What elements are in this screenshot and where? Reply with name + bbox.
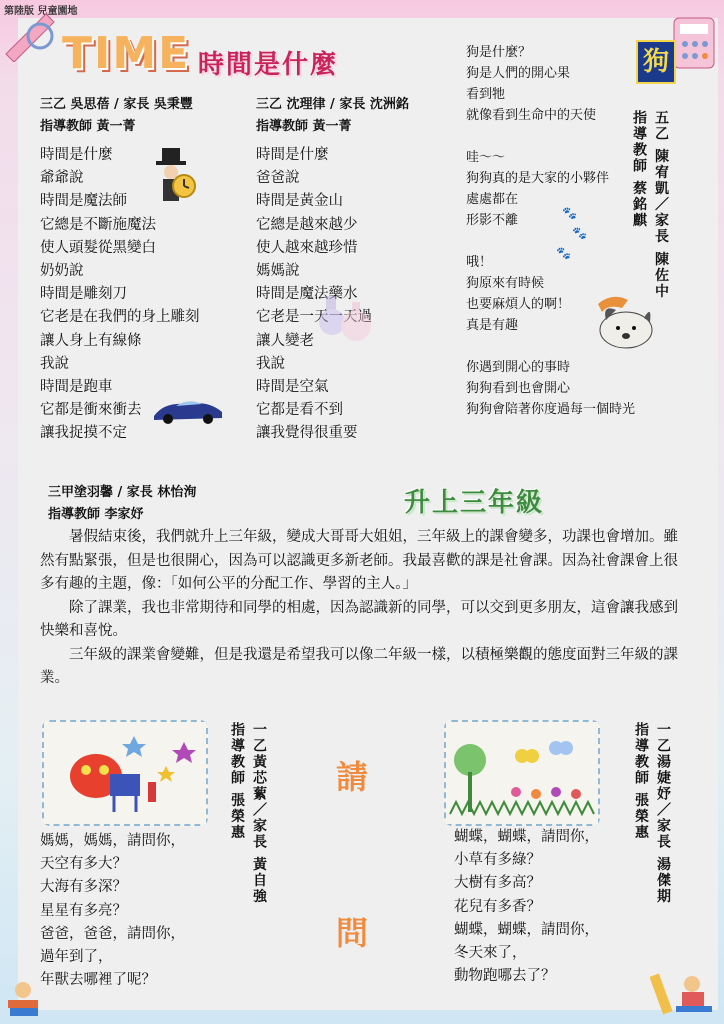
poem-line: 我說 xyxy=(40,355,69,372)
ask-left-teacher-vertical: 指導教師 張榮惠 xyxy=(229,722,245,841)
poem-line: 就像看到生命中的天使 xyxy=(466,108,597,123)
poem-line: 媽媽說 xyxy=(256,262,300,279)
poem-line: 花兒有多香？ xyxy=(454,898,541,915)
poem-line: 我說 xyxy=(256,355,285,372)
ask-left-poem xyxy=(40,830,185,992)
poem-line: 大海有多深？ xyxy=(40,879,127,896)
stanza-gap xyxy=(466,126,635,147)
essay-paragraph: 三年級的課業會變難，但是我還是希望我可以像二年級一樣，以積極樂觀的態度面對三年級的課業。 xyxy=(40,646,678,686)
poem-line: 真是有趣 xyxy=(466,318,519,333)
poem-line: 處處都在 xyxy=(466,192,519,207)
grade-teacher: 指導教師 李家妤 xyxy=(48,507,144,522)
poem-line: 它總是越來越少 xyxy=(256,216,358,233)
poem-line: 使人越來越珍惜 xyxy=(256,239,358,256)
essay-paragraph: 除了課業，我也非常期待和同學的相處，因為認識新的同學，可以交到更多朋友，這會讓我感到快樂和喜悅。 xyxy=(40,599,678,639)
paw-print-icon: 🐾 xyxy=(572,226,587,240)
race-car-icon xyxy=(150,394,226,426)
poem-line: 時間是什麼 xyxy=(40,147,113,163)
poem-line: 它都是看不到 xyxy=(256,402,343,419)
poem-line: 你遇到開心的事時 xyxy=(466,360,571,375)
poem-line: 時間是什麼 xyxy=(256,147,329,163)
books-icon xyxy=(4,976,44,1020)
poem-line: 時間是空氣 xyxy=(256,378,329,395)
poem-line: 媽媽，媽媽，請問你， xyxy=(40,833,185,849)
dog-icon xyxy=(592,290,664,354)
time-logo: TIME xyxy=(62,28,191,79)
lion-drawing-icon xyxy=(44,722,206,824)
poem-line: 爸爸說 xyxy=(256,170,300,187)
grade-section-title: 升上三年級 xyxy=(404,488,545,518)
poem-line: 讓人身上有線條 xyxy=(40,332,142,349)
poem-line: 哦！ xyxy=(466,255,493,270)
paw-print-icon: 🐾 xyxy=(562,206,577,220)
grade-byline: 三甲塗羽馨 / 家長 林怡洵 xyxy=(48,485,197,500)
time-section-title: 時間是什麼 xyxy=(198,50,339,80)
poem-line: 讓人變老 xyxy=(256,332,314,349)
dog-badge: 狗 xyxy=(636,40,676,84)
ruler-compass-icon xyxy=(0,6,62,62)
poem-line: 大樹有多高？ xyxy=(454,875,541,892)
poem-line: 爺爺說 xyxy=(40,170,84,187)
child-reading-icon xyxy=(650,968,720,1018)
poem2-byline: 三乙 沈理律 / 家長 沈洲銘 xyxy=(256,97,409,112)
ask-left-byline-vertical: 一乙黃芯蕠／家長 黃自強 xyxy=(251,722,267,905)
grade-essay xyxy=(40,526,690,691)
poem-line: 狗狗看到也會開心 xyxy=(466,381,571,396)
poem-line: 它老是一天一天過 xyxy=(256,309,372,326)
poem1-byline: 三乙 吳思蓓 / 家長 吳秉豐 xyxy=(40,97,193,112)
poem-line: 也要麻煩人的啊！ xyxy=(466,297,571,312)
poem-line: 時間是跑車 xyxy=(40,378,113,395)
poem-line: 狗原來有時候 xyxy=(466,276,545,291)
poem-line: 蝴蝶，蝴蝶，請問你， xyxy=(454,829,599,845)
poem2-teacher: 指導教師 黃一菁 xyxy=(256,119,352,134)
child-drawing-lion xyxy=(42,720,208,826)
poem-line: 時間是魔法藥水 xyxy=(256,286,358,303)
paw-print-icon: 🐾 xyxy=(556,246,571,260)
poem-line: 時間是魔法師 xyxy=(40,193,127,210)
ask-title-bottom: 問 xyxy=(336,914,369,952)
calculator-icon xyxy=(668,14,722,72)
poem-line: 狗是人們的開心果 xyxy=(466,66,571,81)
poem1-teacher: 指導教師 黃一菁 xyxy=(40,119,136,134)
ask-right-byline-vertical: 一乙湯婕妤／家長 湯傑期 xyxy=(655,722,671,905)
dog-poem-body xyxy=(466,42,635,420)
poem-line: 使人頭髮從黑變白 xyxy=(40,239,156,256)
essay-paragraph: 暑假結束後，我們就升上三年級，變成大哥哥大姐姐，三年級上的課會變多，功課也會增加。雖然有點緊張，但是也很開心，因為可以認識更多新老師。我最喜歡的課是社會課。因為社會課會上很多有趣的主題，像：「如何公平的分配工作、學習的主人。」 xyxy=(40,529,678,592)
poem-line: 哇～～ xyxy=(466,150,506,165)
poem-line: 形影不離 xyxy=(466,213,519,228)
poem-line: 冬天來了， xyxy=(454,944,527,961)
ask-title-top: 請 xyxy=(336,758,369,796)
poem-line: 狗狗真的是大家的小夥伴 xyxy=(466,171,610,186)
poem-line: 過年到了， xyxy=(40,948,113,965)
magician-clock-icon xyxy=(150,146,198,210)
ask-right-poem xyxy=(454,826,599,988)
dog-teacher-vertical: 指導教師 蔡銘麒 xyxy=(631,110,647,229)
poem-line: 狗是什麼？ xyxy=(466,45,532,60)
poem-line: 它老是在我們的身上雕刻 xyxy=(40,309,200,326)
child-drawing-butterflies xyxy=(444,720,600,826)
poem-line: 時間是黃金山 xyxy=(256,193,343,210)
stanza-gap xyxy=(466,231,635,252)
dog-byline-vertical: 五乙 陳宥凱／家長 陳佐中 xyxy=(653,110,669,300)
poem-line: 讓我覺得很重要 xyxy=(256,425,358,442)
butterfly-garden-drawing-icon xyxy=(446,722,598,824)
page-header-label: 第陸版 兒童園地 xyxy=(4,6,78,17)
poem-line: 讓我捉摸不定 xyxy=(40,425,127,442)
poem-line: 狗狗會陪著你度過每一個時光 xyxy=(466,402,636,417)
poem-line: 小草有多綠？ xyxy=(454,852,541,869)
ask-right-teacher-vertical: 指導教師 張榮惠 xyxy=(633,722,649,841)
poem-line: 它總是不斷施魔法 xyxy=(40,216,156,233)
poem-line: 奶奶說 xyxy=(40,262,84,279)
poem-line: 天空有多大？ xyxy=(40,856,127,873)
poem-line: 動物跑哪去了？ xyxy=(454,968,556,985)
poem-line: 年獸去哪裡了呢？ xyxy=(40,972,156,989)
potion-bottles-icon xyxy=(318,290,378,346)
poem-line: 蝴蝶，蝴蝶，請問你， xyxy=(454,921,599,938)
poem-line: 星星有多亮？ xyxy=(40,902,127,919)
poem-line: 時間是雕刻刀 xyxy=(40,286,127,303)
poem-line: 它都是衝來衝去 xyxy=(40,402,142,419)
poem-line: 爸爸，爸爸，請問你， xyxy=(40,925,185,942)
poem-line: 看到牠 xyxy=(466,87,506,102)
